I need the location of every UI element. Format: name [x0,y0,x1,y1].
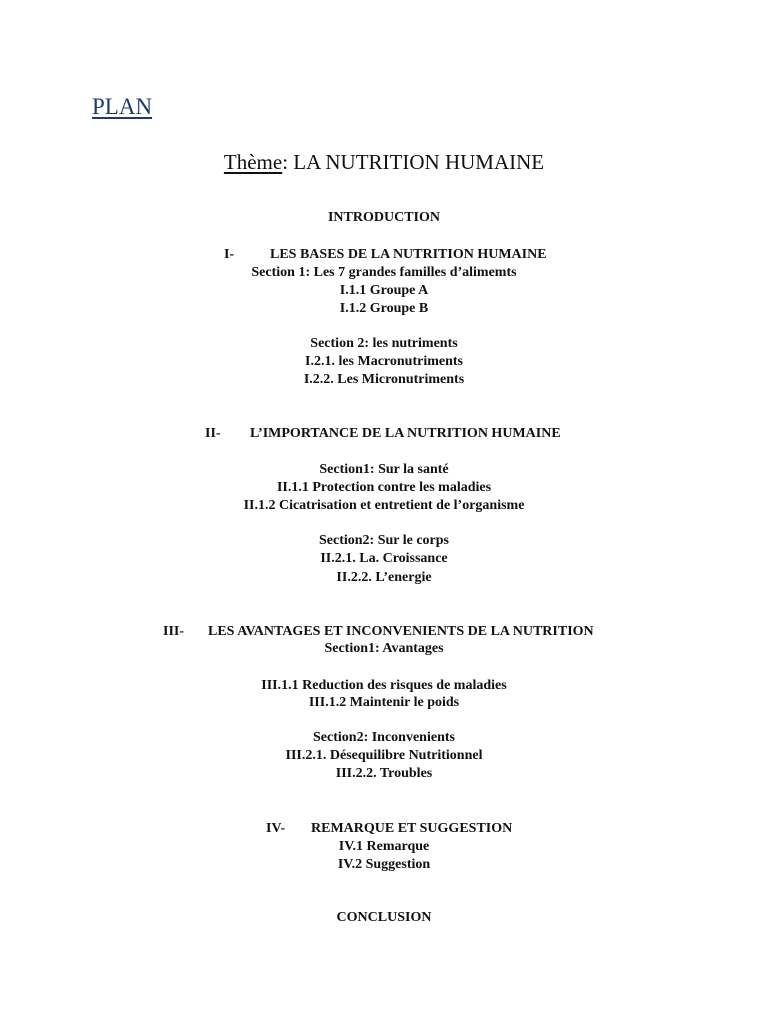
part3-section2-item: III.2.2. Troubles [335,766,433,781]
part4-item: IV.1 Remarque [338,839,430,854]
part3-title: LES AVANTAGES ET INCONVENIENTS DE LA NUTRITION [208,624,594,639]
part2-section1: Section1: Sur la santé [319,462,449,477]
part2-section2-item: II.2.2. L’energie [336,570,432,585]
part3-section1-item: III.1.1 Reduction des risques de maladies [261,678,507,693]
part1-section2-item: I.2.2. Les Micronutriments [303,372,465,387]
part4-title: REMARQUE ET SUGGESTION [311,821,513,836]
part3-section2-item: III.2.1. Désequilibre Nutritionnel [285,748,483,763]
part3-number: III- [163,624,185,639]
part2-section1-item: II.1.1 Protection contre les maladies [276,480,492,495]
theme-separator: : [282,150,294,174]
part1-section2: Section 2: les nutriments [310,336,458,351]
part3-section1: Section1: Avantages [324,641,444,656]
plan-title: PLAN [92,94,153,119]
part1-section1-item: I.1.2 Groupe B [339,301,429,316]
part1-title: LES BASES DE LA NUTRITION HUMAINE [270,247,547,262]
part1-section1-item: I.1.1 Groupe A [339,283,429,298]
part2-section2: Section2: Sur le corps [318,533,449,548]
theme-label: Thème [223,150,283,174]
part1-section1: Section 1: Les 7 grandes familles d’alimemts [251,265,517,280]
part2-title: L’IMPORTANCE DE LA NUTRITION HUMAINE [250,426,561,441]
part4-number: IV- [266,821,286,836]
part2-section2-item: II.2.1. La. Croissance [320,551,448,566]
part1-section2-item: I.2.1. les Macronutriments [305,354,463,369]
part2-number: II- [205,426,221,441]
part3-section1-item: III.1.2 Maintenir le poids [308,695,460,710]
part1-number: I- [224,247,235,262]
theme-heading [0,148,768,176]
conclusion-heading: CONCLUSION [336,910,432,925]
part4-item: IV.2 Suggestion [337,857,431,872]
introduction-heading: INTRODUCTION [327,210,440,225]
part3-section2: Section2: Inconvenients [313,730,455,745]
theme-value: LA NUTRITION HUMAINE [293,150,545,174]
part2-section1-item: II.1.2 Cicatrisation et entretient de l’organisme [243,498,525,513]
